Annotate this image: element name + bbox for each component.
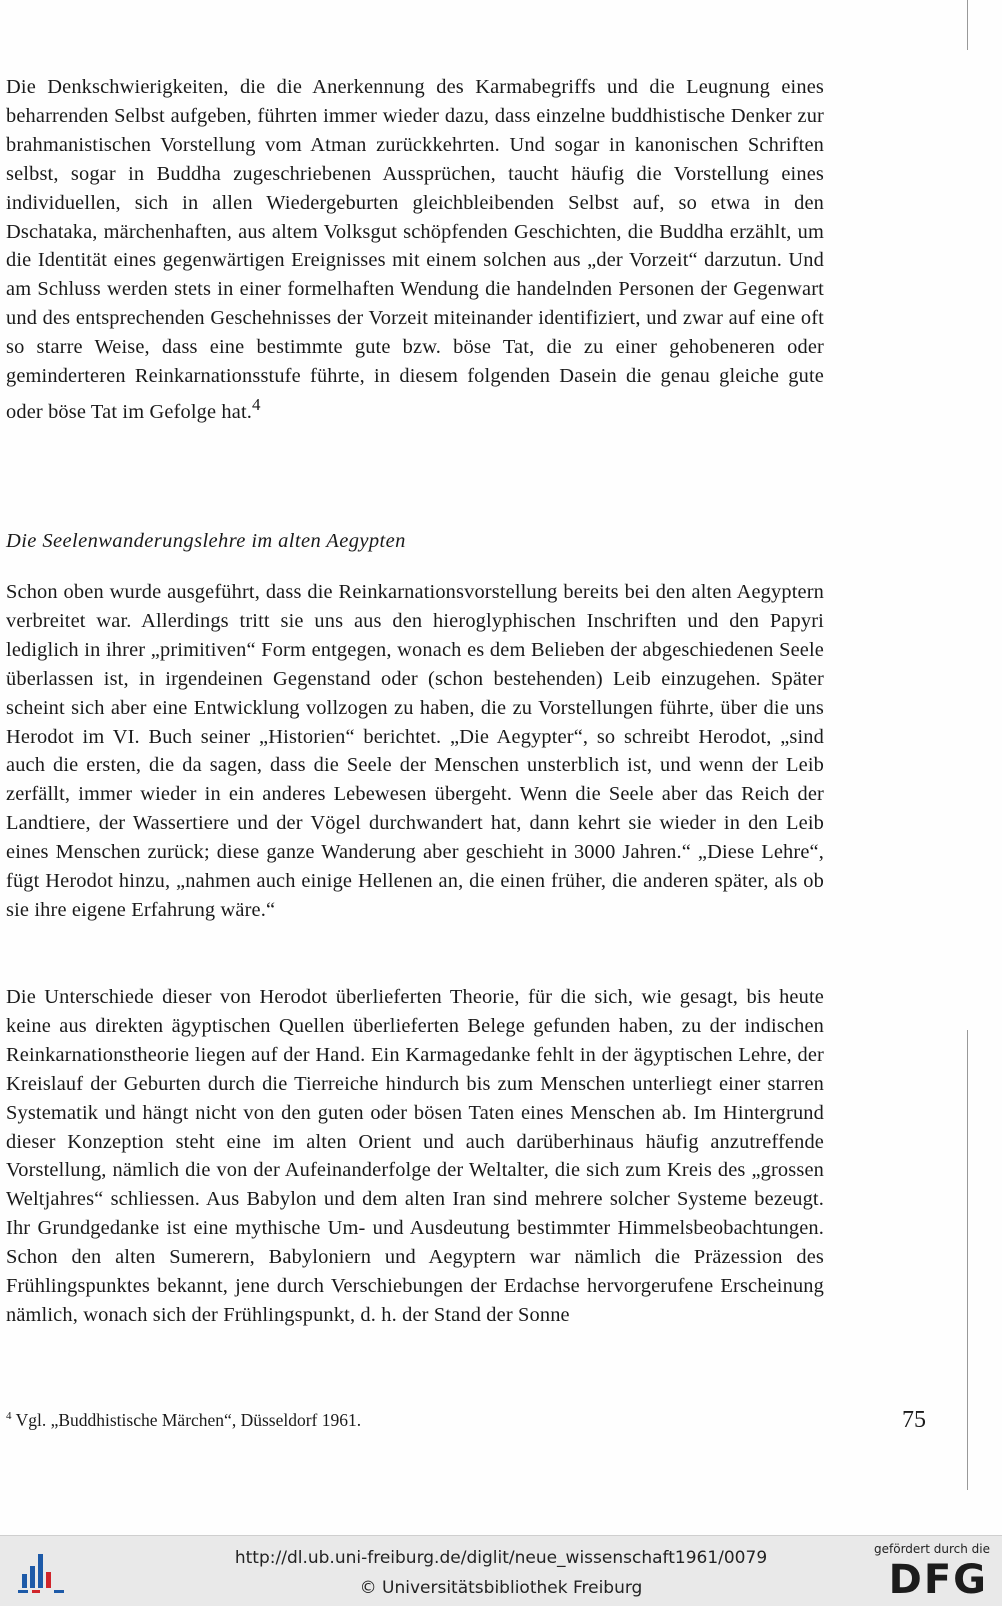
dfg-logo[interactable]: DFG: [888, 1557, 988, 1603]
copyright-notice: © Universitätsbibliothek Freiburg: [359, 1578, 643, 1598]
footer-bar: [0, 1535, 1002, 1606]
page-number: 75: [902, 1407, 926, 1433]
paragraph-egypt-reincarnation: Schon oben wurde ausgeführt, dass die Reinkarnationsvorstellung bereits bei den alten Aegyptern verbreitet war. Allerdings tritt sie uns aus den hieroglyphischen Inschriften und den Papyri lediglich in ihrer „primitiven“ Form entgegen, wonach es dem Belieben der abgeschiedenen Seele überlassen ist, in irgendeinen Gegenstand oder (schon bestehenden) Leib einzugehen. Später scheint sich aber eine Entwicklung vollzogen zu haben, die zu Vorstellungen führte, über die uns Herodot im VI. Buch seiner „Historien“ berichtet. „Die Aegypter“, so schreibt Herodot, „sind auch die ersten, die da sagen, dass die Seele der Menschen unsterblich ist, und wenn der Leib zerfällt, immer wieder in ein anderes Lebewesen übergeht. Wenn die Seele aber das Reich der Landtiere, der Wassertiere und der Vögel durchwandert hat, dann kehrt sie wieder in den Leib eines Menschen zurück; diese ganze Wanderung aber geschieht in 3000 Jahren.“ „Diese Lehre“, fügt Herodot hinzu, „nahmen auch einige Hellenen an, die einen früher, die anderen später, als ob sie ihre eigene Erfahrung wäre.“: [6, 581, 824, 921]
footnote-text: Vgl. „Buddhistische Märchen“, Düsseldorf 1961.: [15, 1410, 362, 1430]
dfg-caption: gefördert durch die: [874, 1542, 990, 1556]
scan-edge-line: [967, 1030, 968, 1490]
paragraph-buddhist-atman: [6, 73, 824, 427]
paragraph-text: Die Denkschwierigkeiten, die die Anerkennung des Karmabegriffs und die Leugnung eines beharrenden Selbst aufgeben, führten immer wieder dazu, dass einzelne buddhistische Denker zur brahmanistischen Vorstellung vom Atman zurückkehrten. Und sogar in kanonischen Schriften selbst, sogar in Buddha zugeschriebenen Aussprüchen, taucht häufig die Vorstellung eines individuellen, sich in allen Wiedergeburten gleichbleibenden Selbst auf, so etwa in den Dschataka, märchenhaften, aus altem Volksgut schöpfenden Geschichten, die Buddha erzählt, um die Identität eines gegenwärtigen Ereignisses mit einem solchen aus „der Vorzeit“ darzutun. Und am Schluss werden stets in einer formelhaften Wendung die handelnden Personen der Gegenwart und des entsprechenden Geschehnisses der Vorzeit miteinander identifiziert, und zwar auf eine oft so starre Weise, dass eine bestimmte gute bzw. böse Tat, die zu einer gehobeneren oder geminderteren Reinkarnationsstufe führte, in diesem folgenden Dasein die genau gleiche gute oder böse Tat im Gefolge hat.: [6, 76, 824, 423]
section-heading: Die Seelenwanderungslehre im alten Aegypten: [6, 530, 406, 552]
footnote-number: 4: [6, 1410, 12, 1423]
footnote-reference[interactable]: 4: [252, 394, 261, 414]
document-url-link[interactable]: http://dl.ub.uni-freiburg.de/diglit/neue_wissenschaft1961/0079: [234, 1548, 768, 1568]
footnote: [6, 1410, 361, 1431]
scan-edge-line: [967, 0, 968, 50]
paragraph-herodot-theory: Die Unterschiede dieser von Herodot überlieferten Theorie, für die sich, wie gesagt, bis heute keine aus direkten ägyptischen Quellen überlieferten Belege gefunden haben, zu der indischen Reinkarnationstheorie liegen auf der Hand. Ein Karmagedanke fehlt in der ägyptischen Lehre, der Kreislauf der Geburten durch die Tierreiche hindurch bis zum Menschen unterliegt einer starren Systematik und hängt nicht von den guten oder bösen Taten eines Menschen ab. Im Hintergrund dieser Konzeption steht eine im alten Orient und auch darüberhinaus häufig anzutreffende Vorstellung, nämlich die von der Aufeinanderfolge der Weltalter, die sich zum Kreis des „grossen Weltjahres“ schliessen. Aus Babylon und dem alten Iran sind mehrere solcher Systeme bezeugt. Ihr Grundgedanke ist eine mythische Um- und Ausdeutung bestimmter Himmelsbeobachtungen. Schon den alten Sumerern, Babyloniern und Aegyptern war nämlich die Präzession des Frühlingspunktes bekannt, jene durch Verschiebungen der Erdachse hervorgerufene Erscheinung nämlich, wonach sich der Frühlingspunkt, d. h. der Stand der Sonne: [6, 986, 824, 1326]
